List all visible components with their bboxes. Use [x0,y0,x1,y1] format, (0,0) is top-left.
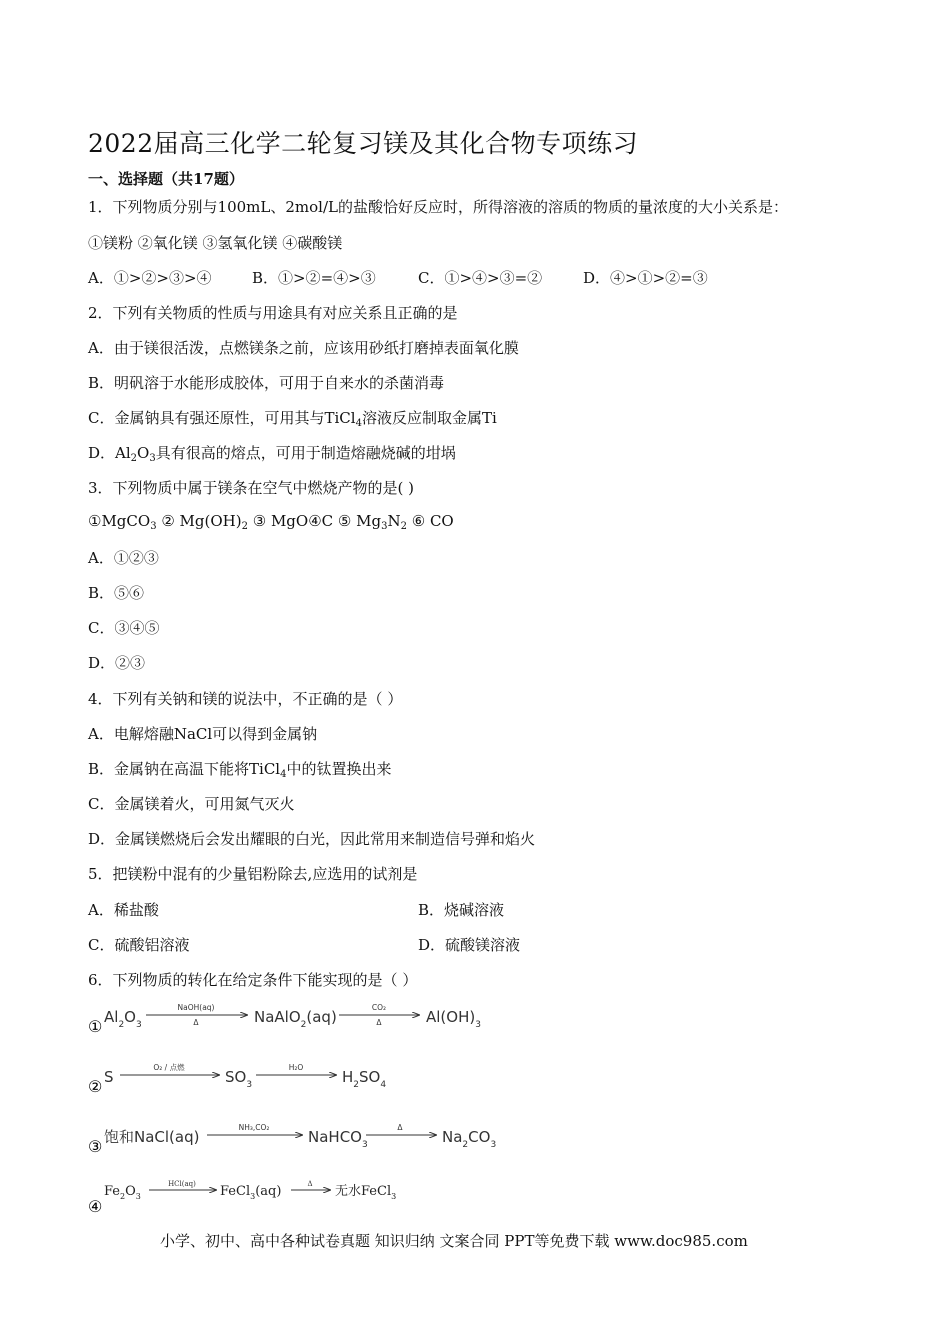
svg-text:H2SO4: $H_2SO_4$ [342,1068,387,1090]
question-5-option-c: C．硫酸铝溶液 [88,936,190,954]
reaction-2-condition-1: O₂ / 点燃 [153,1063,185,1072]
reaction-1 [84,1000,604,1040]
question-3-option-c: C．③④⑤ [88,619,160,637]
svg-text:SO3: $SO_3$ [225,1068,253,1090]
reaction-2-reactant: S [104,1068,114,1086]
question-3-option-b: B．⑤⑥ [88,584,145,602]
svg-text:Al2O3: $Al_2O_3$ [104,1008,142,1030]
question-4-option-b: B．金属钠在高温下能将TiCl$_4$中的钛置换出来 [88,760,392,780]
question-5-option-a: A．稀盐酸 [88,901,159,919]
question-1-option-d: D．④>①>②=③ [583,269,708,287]
reaction-2-product: H [342,1068,354,1086]
question-2-option-a: A．由于镁很活泼，点燃镁条之前，应该用砂纸打磨掉表面氧化膜 [88,339,519,357]
svg-text:Δ: Δ [376,1018,382,1027]
section-heading: 一、选择题（共17题） [88,170,244,188]
svg-text:Δ: Δ [193,1018,199,1027]
reaction-2-number: ② [88,1077,103,1096]
reaction-2 [84,1060,604,1100]
reaction-4-diagram [84,1178,604,1218]
svg-text:NaHCO3: NaHCO$_3$ [308,1128,368,1150]
reaction-1-number: ① [88,1017,103,1036]
reaction-3 [84,1120,604,1160]
svg-text:Al(OH)3: $Al(OH)_3$ [426,1008,481,1030]
question-5-option-b: B．烧碱溶液 [418,901,505,919]
question-1-items: ①镁粉 ②氧化镁 ③氢氧化镁 ④碳酸镁 [88,234,343,252]
question-5-stem: 5．把镁粉中混有的少量铝粉除去,应选用的试剂是 [88,865,418,883]
svg-text:NaAlO2(aq): NaAlO$_2$(aq) [254,1008,337,1030]
reaction-4-condition-2: Δ [307,1180,313,1188]
reaction-1-intermediate: NaAlO [254,1008,301,1026]
question-4-option-c: C．金属镁着火，可用氮气灭火 [88,795,295,813]
reaction-2-condition-2: H₂O [288,1063,304,1072]
question-4-stem: 4．下列有关钠和镁的说法中，不正确的是（ ） [88,690,403,708]
reaction-1-condition-1: NaOH(aq) [177,1003,215,1012]
reaction-3-product: Na [442,1128,463,1146]
reaction-4-product: 无水FeCl [335,1184,392,1199]
reaction-1-condition-2: CO₂ [371,1003,387,1012]
svg-text:无水FeCl3: 无水FeCl$_3$ [335,1184,397,1201]
question-1-stem: 1．下列物质分别与100mL、2mol/L的盐酸恰好反应时，所得溶液的溶质的物质的量浓度的大小关系是： [88,198,788,216]
reaction-4-reactant: Fe [104,1184,121,1199]
svg-text:Fe2O3: $Fe_2O_3$ [104,1184,141,1201]
reaction-4 [84,1178,604,1218]
question-2-option-c: C．金属钠具有强还原性，可用其与TiCl$_4$溶液反应制取金属Ti [88,409,497,429]
reaction-3-number: ③ [88,1137,103,1156]
question-2-stem: 2．下列有关物质的性质与用途具有对应关系且正确的是 [88,304,458,322]
reaction-3-reactant: 饱和NaCl(aq) [104,1128,200,1146]
question-4-option-d: D．金属镁燃烧后会发出耀眼的白光，因此常用来制造信号弹和焰火 [88,830,536,848]
question-2-option-b: B．明矾溶于水能形成胶体，可用于自来水的杀菌消毒 [88,374,445,392]
reaction-1-reactant: Al [104,1008,119,1026]
page-footer: 小学、初中、高中各种试卷真题 知识归纳 文案合同 PPT等免费下载 www.doc985.com [160,1232,748,1250]
reaction-3-condition-1: NH₃,CO₂ [238,1123,270,1132]
question-3-items: ①MgCO$_3$ ② $Mg(OH)_2$ ③ MgO④C ⑤ $Mg_3N_2$ ⑥ CO [88,512,454,532]
reaction-3-intermediate: NaHCO [308,1128,362,1146]
reaction-2-diagram [84,1060,604,1100]
question-2-option-d: D．$Al_2O_3$具有很高的熔点，可用于制造熔融烧碱的坩埚 [88,444,456,464]
question-3-option-d: D．②③ [88,654,146,672]
question-6-stem: 6．下列物质的转化在给定条件下能实现的是（ ） [88,971,418,989]
reaction-3-condition-2: Δ [397,1123,403,1132]
svg-text:Na2CO3: $Na_2CO_3$ [442,1128,497,1150]
reaction-3-diagram [84,1120,604,1160]
reaction-1-product: Al(OH) [426,1008,476,1026]
reaction-1-diagram [84,1000,604,1040]
reaction-4-number: ④ [88,1197,103,1216]
question-1-option-b: B．①>②=④>③ [252,269,376,287]
reaction-4-condition-1: HCl(aq) [168,1180,196,1188]
question-5-option-d: D．硫酸镁溶液 [418,936,521,954]
question-3-option-a: A．①②③ [88,549,159,567]
question-4-option-a: A．电解熔融NaCl可以得到金属钠 [88,725,318,743]
reaction-2-intermediate: SO [225,1068,247,1086]
svg-text:FeCl3(aq): FeCl$_3$(aq) [220,1184,282,1201]
question-1-option-a: A．①>②>③>④ [88,269,212,287]
question-1-option-c: C．①>④>③=② [418,269,543,287]
page-title: 2022届高三化学二轮复习镁及其化合物专项练习 [88,129,639,158]
question-3-stem: 3．下列物质中属于镁条在空气中燃烧产物的是( ) [88,479,415,497]
reaction-4-intermediate: FeCl [220,1184,251,1199]
